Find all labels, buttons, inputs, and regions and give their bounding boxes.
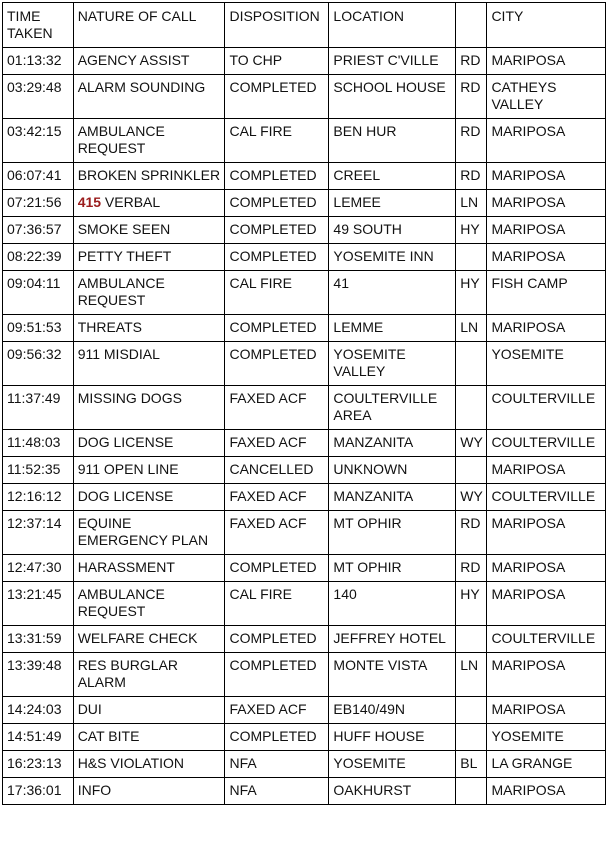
cell-disposition: COMPLETED <box>225 626 329 653</box>
cell-suffix: RD <box>456 511 487 555</box>
cell-location: MT OPHIR <box>329 511 456 555</box>
cell-time-taken: 13:39:48 <box>3 653 74 697</box>
cell-suffix <box>456 386 487 430</box>
cell-city: MARIPOSA <box>487 511 606 555</box>
cell-time-taken: 08:22:39 <box>3 244 74 271</box>
nature-text: SMOKE SEEN <box>77 221 171 237</box>
cell-disposition: NFA <box>225 751 329 778</box>
cell-time-taken: 09:04:11 <box>3 271 74 315</box>
cell-nature-of-call <box>73 457 225 484</box>
cell-nature-of-call <box>73 244 225 271</box>
cell-city: COULTERVILLE <box>487 626 606 653</box>
cell-time-taken: 14:24:03 <box>3 697 74 724</box>
cell-city: YOSEMITE <box>487 342 606 386</box>
cell-nature-of-call <box>73 315 225 342</box>
nature-text: DOG LICENSE <box>77 434 174 450</box>
cell-time-taken: 01:13:32 <box>3 48 74 75</box>
cell-location: YOSEMITE VALLEY <box>329 342 456 386</box>
cell-suffix: WY <box>456 484 487 511</box>
cell-disposition: FAXED ACF <box>225 511 329 555</box>
table-row <box>3 555 606 582</box>
cell-nature-of-call <box>73 75 225 119</box>
cell-time-taken: 11:52:35 <box>3 457 74 484</box>
header-nature-of-call: NATURE OF CALL <box>73 3 225 48</box>
cell-city: YOSEMITE <box>487 724 606 751</box>
cell-disposition: NFA <box>225 778 329 805</box>
cell-suffix <box>456 778 487 805</box>
cell-city: MARIPOSA <box>487 190 606 217</box>
nature-text: AGENCY ASSIST <box>77 52 190 68</box>
cell-location: CREEL <box>329 163 456 190</box>
cell-time-taken: 09:56:32 <box>3 342 74 386</box>
cell-city: MARIPOSA <box>487 119 606 163</box>
nature-text: CAT BITE <box>77 728 140 744</box>
cell-time-taken: 03:42:15 <box>3 119 74 163</box>
cell-location: LEMME <box>329 315 456 342</box>
table-row <box>3 75 606 119</box>
cell-city: CATHEYS VALLEY <box>487 75 606 119</box>
cell-suffix <box>456 457 487 484</box>
cell-city: MARIPOSA <box>487 244 606 271</box>
cell-location: 140 <box>329 582 456 626</box>
cell-disposition: FAXED ACF <box>225 697 329 724</box>
cell-suffix: LN <box>456 190 487 217</box>
cell-suffix <box>456 342 487 386</box>
table-row <box>3 342 606 386</box>
cell-nature-of-call <box>73 778 225 805</box>
cell-city: LA GRANGE <box>487 751 606 778</box>
cell-suffix: RD <box>456 119 487 163</box>
cell-time-taken: 07:21:56 <box>3 190 74 217</box>
table-row <box>3 511 606 555</box>
cell-disposition: COMPLETED <box>225 75 329 119</box>
cell-location: EB140/49N <box>329 697 456 724</box>
nature-text: VERBAL <box>101 194 161 210</box>
nature-text: DOG LICENSE <box>77 488 174 504</box>
cell-nature-of-call <box>73 386 225 430</box>
cell-location: HUFF HOUSE <box>329 724 456 751</box>
cell-nature-of-call <box>73 511 225 555</box>
table-row <box>3 626 606 653</box>
nature-text: AMBULANCE REQUEST <box>77 275 165 308</box>
table-row <box>3 386 606 430</box>
cell-suffix: RD <box>456 75 487 119</box>
header-location: LOCATION <box>329 3 456 48</box>
cell-suffix: HY <box>456 217 487 244</box>
cell-city: MARIPOSA <box>487 697 606 724</box>
table-row <box>3 163 606 190</box>
nature-text: ALARM SOUNDING <box>77 79 206 95</box>
cell-time-taken: 11:48:03 <box>3 430 74 457</box>
table-row <box>3 190 606 217</box>
cell-time-taken: 03:29:48 <box>3 75 74 119</box>
nature-text: PETTY THEFT <box>77 248 172 264</box>
cell-location: MT OPHIR <box>329 555 456 582</box>
nature-text: AMBULANCE REQUEST <box>77 123 165 156</box>
cell-nature-of-call <box>73 751 225 778</box>
nature-text: H&S VIOLATION <box>77 755 185 771</box>
cell-disposition: COMPLETED <box>225 724 329 751</box>
nature-text: DUI <box>77 701 102 717</box>
cell-location: MANZANITA <box>329 484 456 511</box>
cell-nature-of-call <box>73 555 225 582</box>
header-disposition: DISPOSITION <box>225 3 329 48</box>
cell-time-taken: 12:16:12 <box>3 484 74 511</box>
header-time-taken: TIME TAKEN <box>3 3 74 48</box>
cell-nature-of-call <box>73 653 225 697</box>
nature-text: INFO <box>77 782 112 798</box>
cell-city: MARIPOSA <box>487 217 606 244</box>
cell-suffix: RD <box>456 48 487 75</box>
nature-text: 911 MISDIAL <box>77 346 160 362</box>
cell-suffix: RD <box>456 163 487 190</box>
cell-nature-of-call <box>73 342 225 386</box>
cell-city: FISH CAMP <box>487 271 606 315</box>
nature-code-highlight: 415 <box>77 194 102 210</box>
cell-time-taken: 17:36:01 <box>3 778 74 805</box>
cell-nature-of-call <box>73 163 225 190</box>
cell-city: COULTERVILLE <box>487 484 606 511</box>
cell-time-taken: 12:37:14 <box>3 511 74 555</box>
cell-disposition: TO CHP <box>225 48 329 75</box>
cell-city: MARIPOSA <box>487 555 606 582</box>
cell-disposition: FAXED ACF <box>225 484 329 511</box>
table-row <box>3 697 606 724</box>
header-city: CITY <box>487 3 606 48</box>
nature-text: MISSING DOGS <box>77 390 182 406</box>
table-row <box>3 315 606 342</box>
nature-text: RES BURGLAR ALARM <box>77 657 179 690</box>
cell-nature-of-call <box>73 217 225 244</box>
cell-location: SCHOOL HOUSE <box>329 75 456 119</box>
cell-suffix: RD <box>456 555 487 582</box>
cell-disposition: FAXED ACF <box>225 386 329 430</box>
cell-disposition: COMPLETED <box>225 244 329 271</box>
cell-suffix <box>456 626 487 653</box>
cell-time-taken: 12:47:30 <box>3 555 74 582</box>
cell-disposition: FAXED ACF <box>225 430 329 457</box>
cell-location: PRIEST C'VILLE <box>329 48 456 75</box>
cell-nature-of-call <box>73 582 225 626</box>
cell-disposition: CAL FIRE <box>225 582 329 626</box>
table-row <box>3 457 606 484</box>
cell-nature-of-call <box>73 190 225 217</box>
cell-location: BEN HUR <box>329 119 456 163</box>
cell-location: 41 <box>329 271 456 315</box>
cell-nature-of-call <box>73 430 225 457</box>
cell-nature-of-call <box>73 484 225 511</box>
cell-city: MARIPOSA <box>487 315 606 342</box>
cell-city: MARIPOSA <box>487 778 606 805</box>
cell-time-taken: 07:36:57 <box>3 217 74 244</box>
table-row <box>3 751 606 778</box>
cell-disposition: CANCELLED <box>225 457 329 484</box>
cell-suffix: LN <box>456 315 487 342</box>
cell-location: OAKHURST <box>329 778 456 805</box>
table-row <box>3 244 606 271</box>
cell-suffix <box>456 244 487 271</box>
cell-location: 49 SOUTH <box>329 217 456 244</box>
table-row <box>3 582 606 626</box>
table-row <box>3 271 606 315</box>
header-suffix <box>456 3 487 48</box>
cell-city: MARIPOSA <box>487 163 606 190</box>
call-log-table <box>2 2 606 805</box>
cell-suffix <box>456 724 487 751</box>
nature-text: THREATS <box>77 319 142 335</box>
cell-time-taken: 16:23:13 <box>3 751 74 778</box>
cell-location: YOSEMITE INN <box>329 244 456 271</box>
cell-disposition: COMPLETED <box>225 653 329 697</box>
nature-text: AMBULANCE REQUEST <box>77 586 165 619</box>
cell-disposition: COMPLETED <box>225 315 329 342</box>
cell-location: YOSEMITE <box>329 751 456 778</box>
call-log-body <box>3 48 606 805</box>
table-row <box>3 778 606 805</box>
cell-suffix: HY <box>456 582 487 626</box>
cell-suffix <box>456 697 487 724</box>
cell-nature-of-call <box>73 48 225 75</box>
cell-nature-of-call <box>73 697 225 724</box>
cell-nature-of-call <box>73 271 225 315</box>
cell-disposition: COMPLETED <box>225 555 329 582</box>
cell-city: MARIPOSA <box>487 48 606 75</box>
cell-city: COULTERVILLE <box>487 430 606 457</box>
cell-location: UNKNOWN <box>329 457 456 484</box>
table-row <box>3 724 606 751</box>
cell-location: JEFFREY HOTEL <box>329 626 456 653</box>
cell-nature-of-call <box>73 119 225 163</box>
table-row <box>3 484 606 511</box>
header-row <box>3 3 606 48</box>
cell-suffix: BL <box>456 751 487 778</box>
table-row <box>3 48 606 75</box>
nature-text: BROKEN SPRINKLER <box>77 167 221 183</box>
cell-disposition: COMPLETED <box>225 342 329 386</box>
nature-text: EQUINE EMERGENCY PLAN <box>77 515 209 548</box>
table-row <box>3 430 606 457</box>
cell-suffix: LN <box>456 653 487 697</box>
nature-text: 911 OPEN LINE <box>77 461 179 477</box>
cell-disposition: COMPLETED <box>225 217 329 244</box>
cell-nature-of-call <box>73 724 225 751</box>
table-row <box>3 217 606 244</box>
cell-disposition: CAL FIRE <box>225 271 329 315</box>
cell-location: MONTE VISTA <box>329 653 456 697</box>
cell-location: MANZANITA <box>329 430 456 457</box>
cell-disposition: COMPLETED <box>225 190 329 217</box>
cell-city: MARIPOSA <box>487 457 606 484</box>
cell-time-taken: 14:51:49 <box>3 724 74 751</box>
cell-disposition: COMPLETED <box>225 163 329 190</box>
nature-text: WELFARE CHECK <box>77 630 198 646</box>
cell-location: LEMEE <box>329 190 456 217</box>
table-row <box>3 653 606 697</box>
table-row <box>3 119 606 163</box>
cell-time-taken: 13:31:59 <box>3 626 74 653</box>
cell-city: COULTERVILLE <box>487 386 606 430</box>
cell-location: COULTERVILLE AREA <box>329 386 456 430</box>
cell-city: MARIPOSA <box>487 653 606 697</box>
cell-time-taken: 11:37:49 <box>3 386 74 430</box>
cell-time-taken: 06:07:41 <box>3 163 74 190</box>
cell-city: MARIPOSA <box>487 582 606 626</box>
cell-time-taken: 13:21:45 <box>3 582 74 626</box>
cell-suffix: WY <box>456 430 487 457</box>
cell-disposition: CAL FIRE <box>225 119 329 163</box>
nature-text: HARASSMENT <box>77 559 175 575</box>
cell-time-taken: 09:51:53 <box>3 315 74 342</box>
cell-suffix: HY <box>456 271 487 315</box>
cell-nature-of-call <box>73 626 225 653</box>
